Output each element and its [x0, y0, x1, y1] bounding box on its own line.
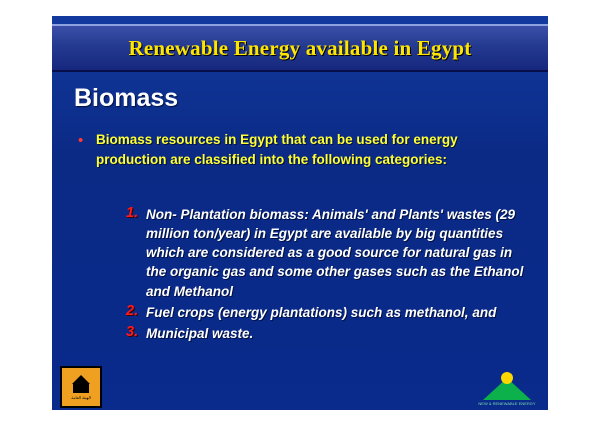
list-item-text: Non- Plantation biomass: Animals' and Plants' wastes (29 million ton/year) in Egypt are available by big quantities which are considered as a good source for natural gas in the organic gas and some other gases such as the Ethanol and Methanol	[146, 207, 524, 299]
logo-left-caption: الهيئة العامة	[71, 394, 91, 400]
logo-right-caption: NEW & RENEWABLE ENERGY	[478, 401, 536, 406]
list-item-text: Municipal waste.	[146, 325, 254, 341]
organization-logo-left	[60, 366, 102, 408]
list-item-text: Fuel crops (energy plantations) such as methanol, and	[146, 304, 497, 320]
slide-heading: Biomass	[74, 84, 179, 112]
bullet-item-text: Biomass resources in Egypt that can be used for energy production are classified into the following categories:	[96, 132, 458, 167]
numbered-list	[128, 205, 526, 345]
bullet-block	[74, 130, 526, 169]
list-item-number: 3.	[126, 323, 139, 340]
list-item	[128, 324, 526, 343]
sun-icon	[501, 372, 513, 384]
list-item-number: 1.	[126, 205, 139, 221]
slide-title-banner	[52, 24, 548, 72]
bullet-dot-icon: •	[78, 132, 84, 149]
list-item	[128, 303, 526, 322]
house-body-icon	[73, 383, 89, 393]
organization-logo-right	[476, 372, 538, 406]
bullet-item	[74, 130, 526, 169]
list-item	[128, 205, 526, 301]
list-item-number: 2.	[126, 302, 139, 319]
slide-title: Renewable Energy available in Egypt	[128, 35, 472, 60]
